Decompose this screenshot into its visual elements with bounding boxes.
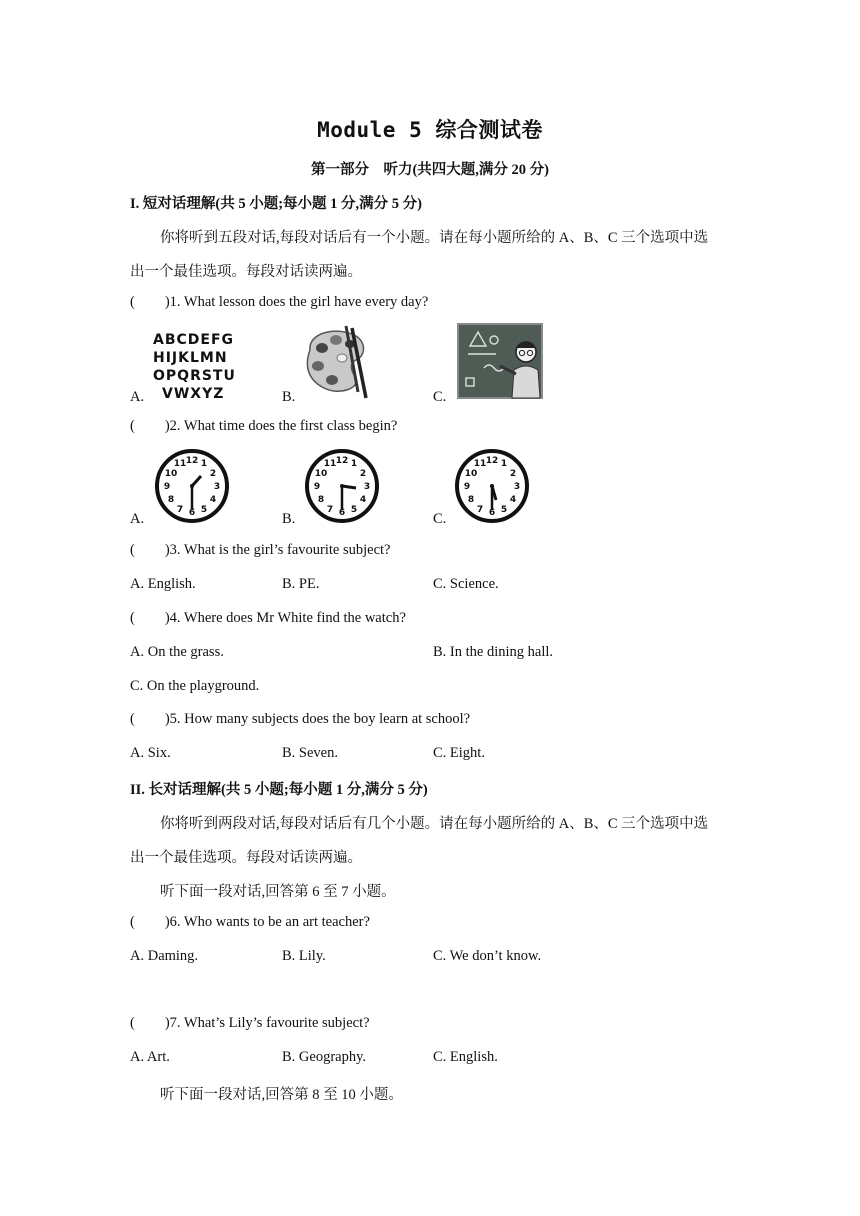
option-label: A. <box>130 389 145 405</box>
svg-text:10: 10 <box>314 469 328 479</box>
answer-paren: ( <box>130 711 135 727</box>
svg-text:10: 10 <box>164 469 178 479</box>
question-text: )1. What lesson does the girl have every day? <box>164 294 429 310</box>
alphabet-row: ABCDEFG <box>153 332 235 348</box>
option-c: C. Eight. <box>433 745 485 761</box>
svg-text:11: 11 <box>323 459 337 469</box>
question-2 <box>130 418 397 435</box>
svg-text:3: 3 <box>513 482 521 492</box>
svg-text:3: 3 <box>213 482 221 492</box>
question-text: )6. Who wants to be an art teacher? <box>164 914 370 930</box>
instruction-line: 出一个最佳选项。每段对话读两遍。 <box>130 264 362 280</box>
option-label: B. <box>282 511 296 527</box>
svg-text:4: 4 <box>359 495 367 505</box>
option-label: C. <box>433 389 447 405</box>
alphabet-letters-picture <box>150 328 242 402</box>
clock-icon <box>452 448 532 524</box>
svg-text:5: 5 <box>350 505 358 515</box>
option-c: C. We don’t know. <box>433 948 542 964</box>
svg-text:8: 8 <box>317 495 325 505</box>
question-text: )7. What’s Lily’s favourite subject? <box>164 1015 370 1031</box>
option-a: A. Six. <box>130 745 171 761</box>
svg-text:11: 11 <box>173 459 187 469</box>
svg-text:9: 9 <box>313 482 321 492</box>
question-6 <box>130 914 370 931</box>
option-c: C. On the playground. <box>130 678 260 694</box>
option-b: B. Geography. <box>282 1049 367 1065</box>
option-label: B. <box>282 389 296 405</box>
svg-text:2: 2 <box>209 469 217 479</box>
option-c: C. English. <box>433 1049 498 1065</box>
svg-text:4: 4 <box>209 495 217 505</box>
option-a: A. Art. <box>130 1049 170 1065</box>
paint-palette-icon <box>300 322 372 402</box>
section-heading: II. 长对话理解(共 5 小题;每小题 1 分,满分 5 分) <box>130 782 428 798</box>
svg-text:6: 6 <box>188 508 196 518</box>
instruction-line: 出一个最佳选项。每段对话读两遍。 <box>130 850 362 866</box>
option-b: B. Lily. <box>282 948 326 964</box>
svg-text:2: 2 <box>359 469 367 479</box>
page-title: Module 5 综合测试卷 <box>317 118 543 142</box>
svg-text:1: 1 <box>500 459 508 469</box>
option-a: A. Daming. <box>130 948 199 964</box>
svg-text:11: 11 <box>473 459 487 469</box>
question-text: )3. What is the girl’s favourite subject? <box>164 542 391 558</box>
alphabet-row: VWXYZ <box>162 386 225 402</box>
svg-text:12: 12 <box>335 456 349 466</box>
svg-text:1: 1 <box>200 459 208 469</box>
svg-text:5: 5 <box>200 505 208 515</box>
part-heading: 第一部分 听力(共四大题,满分 20 分) <box>310 162 550 178</box>
svg-text:7: 7 <box>326 505 334 515</box>
option-a: A. On the grass. <box>130 644 224 660</box>
svg-text:6: 6 <box>338 508 346 518</box>
question-7 <box>130 1015 370 1032</box>
alphabet-row: OPQRSTU <box>153 368 236 384</box>
instruction-line: 你将听到两段对话,每段对话后有几个小题。请在每小题所给的 A、B、C 三个选项中选 <box>160 816 709 832</box>
answer-paren: ( <box>130 294 135 310</box>
clock-icon <box>152 448 232 524</box>
option-c: C. Science. <box>433 576 499 592</box>
question-text: )5. How many subjects does the boy learn at school? <box>164 711 471 727</box>
clock-icon <box>302 448 382 524</box>
question-3 <box>130 542 390 559</box>
svg-text:7: 7 <box>176 505 184 515</box>
answer-paren: ( <box>130 1015 135 1031</box>
option-a: A. English. <box>130 576 196 592</box>
option-b: B. PE. <box>282 576 320 592</box>
dialog-intro: 听下面一段对话,回答第 6 至 7 小题。 <box>160 884 396 900</box>
svg-text:9: 9 <box>463 482 471 492</box>
question-text: )2. What time does the first class begin? <box>164 418 398 434</box>
answer-paren: ( <box>130 914 135 930</box>
answer-paren: ( <box>130 610 135 626</box>
option-b: B. Seven. <box>282 745 338 761</box>
svg-text:12: 12 <box>485 456 499 466</box>
option-label: C. <box>433 511 447 527</box>
answer-paren: ( <box>130 542 135 558</box>
teacher-at-blackboard-picture <box>456 322 544 402</box>
question-1 <box>130 294 428 311</box>
svg-text:9: 9 <box>163 482 171 492</box>
svg-text:8: 8 <box>167 495 175 505</box>
question-5 <box>130 711 470 728</box>
svg-text:2: 2 <box>509 469 517 479</box>
instruction-line: 你将听到五段对话,每段对话后有一个小题。请在每小题所给的 A、B、C 三个选项中选 <box>160 230 709 246</box>
option-b: B. In the dining hall. <box>433 644 554 660</box>
option-label: A. <box>130 511 145 527</box>
question-text: )4. Where does Mr White find the watch? <box>164 610 406 626</box>
answer-paren: ( <box>130 418 135 434</box>
svg-text:10: 10 <box>464 469 478 479</box>
svg-text:12: 12 <box>185 456 199 466</box>
svg-text:6: 6 <box>488 508 496 518</box>
svg-text:4: 4 <box>509 495 517 505</box>
svg-text:3: 3 <box>363 482 371 492</box>
svg-text:5: 5 <box>500 505 508 515</box>
section-heading: I. 短对话理解(共 5 小题;每小题 1 分,满分 5 分) <box>130 196 423 212</box>
dialog-intro: 听下面一段对话,回答第 8 至 10 小题。 <box>160 1087 403 1103</box>
svg-text:1: 1 <box>350 459 358 469</box>
alphabet-row: HIJKLMN <box>153 350 228 366</box>
question-4 <box>130 610 406 627</box>
svg-text:8: 8 <box>467 495 475 505</box>
svg-text:7: 7 <box>476 505 484 515</box>
